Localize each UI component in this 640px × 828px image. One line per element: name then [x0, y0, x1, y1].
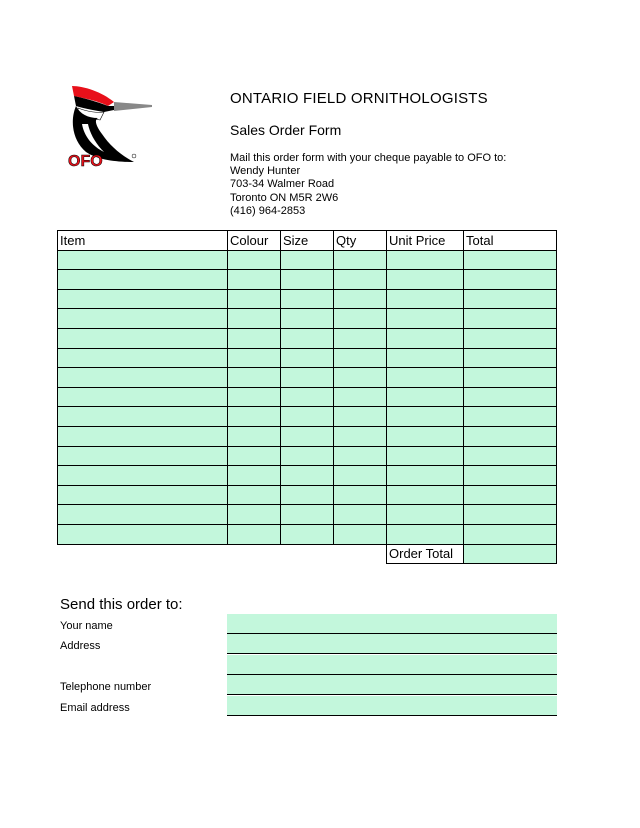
- size-cell[interactable]: [281, 348, 334, 368]
- item-cell[interactable]: [58, 348, 228, 368]
- table-row: [58, 289, 557, 309]
- size-cell[interactable]: [281, 270, 334, 290]
- your-name-field[interactable]: [227, 614, 557, 634]
- unit-price-cell[interactable]: [387, 524, 464, 544]
- item-cell[interactable]: [58, 446, 228, 466]
- unit-price-cell[interactable]: [387, 328, 464, 348]
- size-cell[interactable]: [281, 446, 334, 466]
- size-cell[interactable]: [281, 387, 334, 407]
- col-header-total: Total: [464, 231, 557, 251]
- unit-price-cell[interactable]: [387, 368, 464, 388]
- colour-cell[interactable]: [228, 407, 281, 427]
- table-row: [58, 524, 557, 544]
- qty-cell[interactable]: [334, 289, 387, 309]
- email-label: Email address: [60, 702, 130, 714]
- item-cell[interactable]: [58, 309, 228, 329]
- total-cell[interactable]: [464, 387, 557, 407]
- unit-price-cell[interactable]: [387, 407, 464, 427]
- telephone-label: Telephone number: [60, 681, 152, 693]
- qty-cell[interactable]: [334, 426, 387, 446]
- total-cell[interactable]: [464, 289, 557, 309]
- size-cell[interactable]: [281, 368, 334, 388]
- qty-cell[interactable]: [334, 485, 387, 505]
- order-table: [57, 230, 557, 564]
- item-cell[interactable]: [58, 466, 228, 486]
- size-cell[interactable]: [281, 524, 334, 544]
- size-cell[interactable]: [281, 426, 334, 446]
- your-name-label: Your name: [60, 620, 113, 632]
- org-name: ONTARIO FIELD ORNITHOLOGISTS: [230, 90, 488, 107]
- unit-price-cell[interactable]: [387, 426, 464, 446]
- form-title: Sales Order Form: [230, 122, 342, 138]
- address-label: Address: [60, 640, 101, 652]
- ofo-logo: [64, 80, 154, 172]
- item-cell[interactable]: [58, 328, 228, 348]
- total-cell[interactable]: [464, 270, 557, 290]
- email-field[interactable]: [227, 696, 557, 716]
- mail-line: 703-34 Walmer Road: [230, 178, 335, 191]
- ofo-logo-text: OFO: [68, 153, 103, 170]
- unit-price-cell[interactable]: [387, 466, 464, 486]
- mail-line: (416) 964-2853: [230, 204, 306, 217]
- unit-price-cell[interactable]: [387, 348, 464, 368]
- order-total-label: Order Total: [387, 544, 464, 564]
- table-row: [58, 505, 557, 525]
- size-cell[interactable]: [281, 309, 334, 329]
- table-row: [58, 328, 557, 348]
- size-cell[interactable]: [281, 466, 334, 486]
- address-field-line-2[interactable]: [227, 655, 557, 675]
- colour-cell[interactable]: [228, 524, 281, 544]
- colour-cell[interactable]: [228, 289, 281, 309]
- order-total-row: [58, 544, 557, 564]
- total-cell[interactable]: [464, 446, 557, 466]
- col-header-qty: Qty: [334, 231, 387, 251]
- size-cell[interactable]: [281, 407, 334, 427]
- table-row: [58, 426, 557, 446]
- item-cell[interactable]: [58, 505, 228, 525]
- unit-price-cell[interactable]: [387, 250, 464, 270]
- colour-cell[interactable]: [228, 309, 281, 329]
- unit-price-cell[interactable]: [387, 505, 464, 525]
- size-cell[interactable]: [281, 289, 334, 309]
- table-row: [58, 250, 557, 270]
- qty-cell[interactable]: [334, 328, 387, 348]
- unit-price-cell[interactable]: [387, 289, 464, 309]
- total-cell[interactable]: [464, 250, 557, 270]
- qty-cell[interactable]: [334, 348, 387, 368]
- qty-cell[interactable]: [334, 466, 387, 486]
- size-cell[interactable]: [281, 505, 334, 525]
- unit-price-cell[interactable]: [387, 446, 464, 466]
- item-cell[interactable]: [58, 426, 228, 446]
- qty-cell[interactable]: [334, 446, 387, 466]
- total-cell[interactable]: [464, 426, 557, 446]
- table-row: [58, 270, 557, 290]
- item-cell[interactable]: [58, 407, 228, 427]
- col-header-size: Size: [281, 231, 334, 251]
- colour-cell[interactable]: [228, 446, 281, 466]
- colour-cell[interactable]: [228, 348, 281, 368]
- table-row: [58, 348, 557, 368]
- item-cell[interactable]: [58, 524, 228, 544]
- item-cell[interactable]: [58, 289, 228, 309]
- table-row: [58, 446, 557, 466]
- colour-cell[interactable]: [228, 270, 281, 290]
- send-to-title: Send this order to:: [60, 596, 183, 613]
- size-cell[interactable]: [281, 250, 334, 270]
- table-row: [58, 407, 557, 427]
- colour-cell[interactable]: [228, 426, 281, 446]
- item-cell[interactable]: [58, 485, 228, 505]
- unit-price-cell[interactable]: [387, 270, 464, 290]
- mail-line: Mail this order form with your cheque payable to OFO to:: [230, 152, 507, 164]
- table-row: [58, 309, 557, 329]
- unit-price-cell[interactable]: [387, 485, 464, 505]
- table-row: [58, 387, 557, 407]
- qty-cell[interactable]: [334, 250, 387, 270]
- item-cell[interactable]: [58, 387, 228, 407]
- colour-cell[interactable]: [228, 250, 281, 270]
- total-cell[interactable]: [464, 524, 557, 544]
- table-row: [58, 368, 557, 388]
- telephone-field[interactable]: [227, 675, 557, 695]
- colour-cell[interactable]: [228, 466, 281, 486]
- colour-cell[interactable]: [228, 387, 281, 407]
- unit-price-cell[interactable]: [387, 387, 464, 407]
- qty-cell[interactable]: [334, 387, 387, 407]
- qty-cell[interactable]: [334, 524, 387, 544]
- unit-price-cell[interactable]: [387, 309, 464, 329]
- item-cell[interactable]: [58, 250, 228, 270]
- col-header-colour: Colour: [228, 231, 281, 251]
- woodpecker-bill: [114, 102, 152, 111]
- colour-cell[interactable]: [228, 368, 281, 388]
- qty-cell[interactable]: [334, 407, 387, 427]
- total-cell[interactable]: [464, 466, 557, 486]
- total-cell[interactable]: [464, 485, 557, 505]
- qty-cell[interactable]: [334, 270, 387, 290]
- mail-line: Toronto ON M5R 2W6: [230, 191, 339, 204]
- mail-line: Wendy Hunter: [230, 165, 301, 178]
- order-table-header: [58, 231, 557, 251]
- col-header-unit-price: Unit Price: [387, 231, 464, 251]
- colour-cell[interactable]: [228, 328, 281, 348]
- order-total-field[interactable]: [464, 544, 557, 564]
- total-cell[interactable]: [464, 309, 557, 329]
- col-header-item: Item: [58, 231, 228, 251]
- total-cell[interactable]: [464, 505, 557, 525]
- qty-cell[interactable]: [334, 309, 387, 329]
- total-cell[interactable]: [464, 407, 557, 427]
- total-cell[interactable]: [464, 348, 557, 368]
- qty-cell[interactable]: [334, 505, 387, 525]
- size-cell[interactable]: [281, 485, 334, 505]
- size-cell[interactable]: [281, 328, 334, 348]
- qty-cell[interactable]: [334, 368, 387, 388]
- mail-instructions: [230, 152, 506, 218]
- item-cell[interactable]: [58, 368, 228, 388]
- table-row: [58, 485, 557, 505]
- address-field-line-1[interactable]: [227, 634, 557, 654]
- colour-cell[interactable]: [228, 505, 281, 525]
- colour-cell[interactable]: [228, 485, 281, 505]
- item-cell[interactable]: [58, 270, 228, 290]
- table-row: [58, 466, 557, 486]
- total-cell[interactable]: [464, 368, 557, 388]
- total-cell[interactable]: [464, 328, 557, 348]
